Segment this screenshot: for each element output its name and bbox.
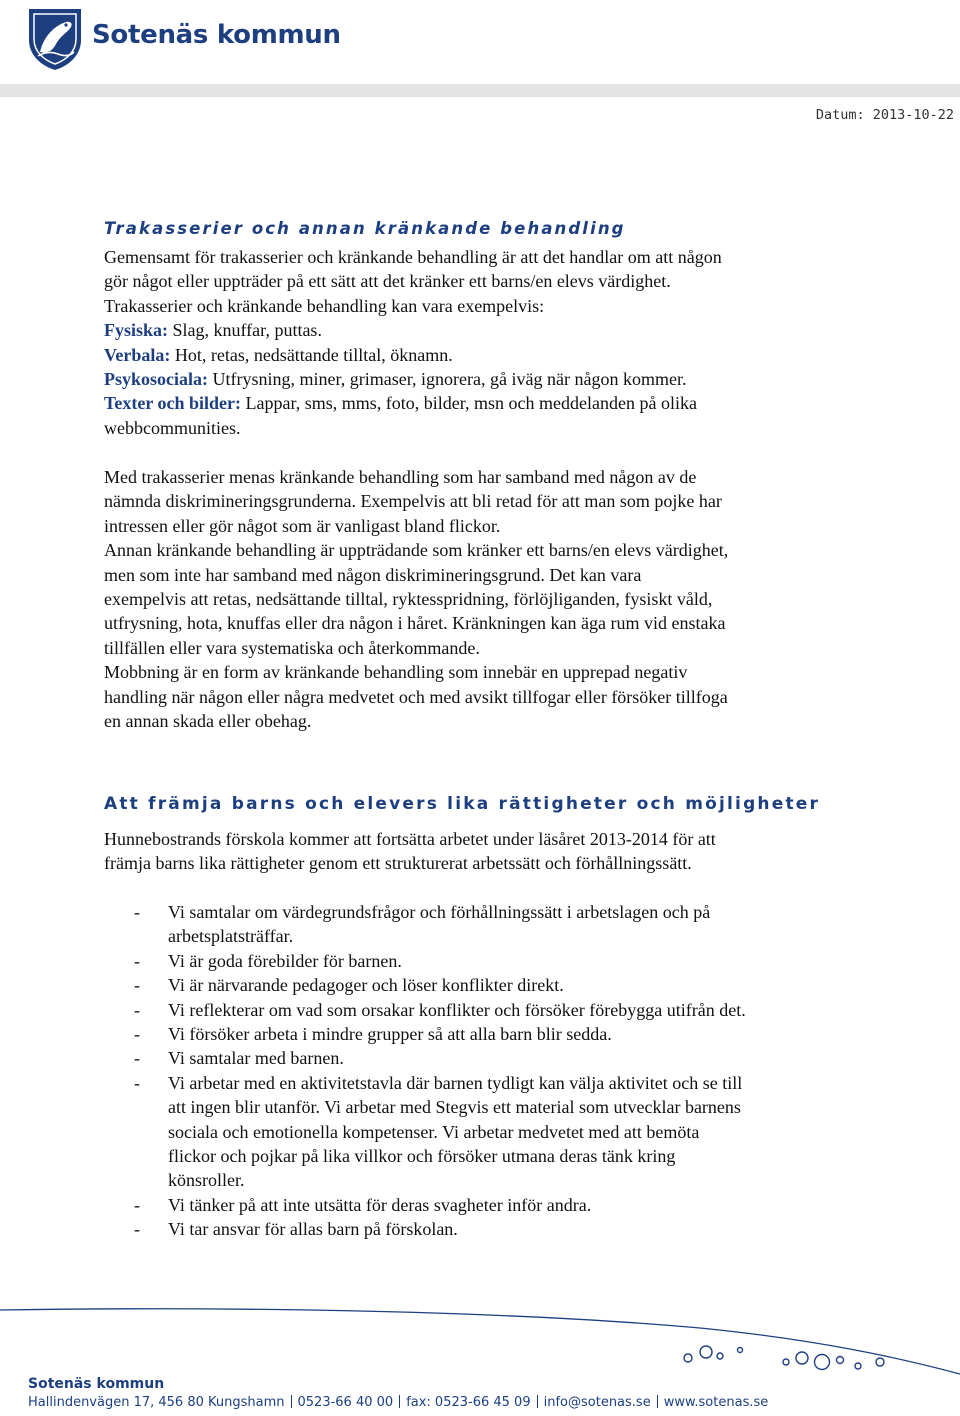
harassment-intro bbox=[104, 245, 722, 440]
example-verbal bbox=[104, 343, 722, 367]
bullet-marker: - bbox=[134, 1219, 140, 1240]
separator bbox=[291, 1395, 292, 1408]
section-heading-equal-rights: Att främja barns och elevers lika rättigheter och möjligheter bbox=[104, 794, 821, 814]
text-line: nämnda diskrimineringsgrunderna. Exempelvis att bli retad för att man som pojke har bbox=[104, 491, 722, 512]
document-date: Datum: 2013-10-22 bbox=[815, 107, 954, 123]
text-line: utfrysning, hota, knuffas eller dra någon i håret. Kränkningen kan äga rum vid enstaka bbox=[104, 613, 726, 634]
list-item bbox=[134, 1022, 746, 1046]
list-item-line: arbetsplatsträffar. bbox=[168, 926, 294, 947]
example-psychosocial bbox=[104, 367, 722, 391]
list-item-line: Vi arbetar med en aktivitetstavla där barnen tydligt kan välja aktivitet och se till bbox=[168, 1072, 743, 1093]
list-item-line: Vi samtalar med barnen. bbox=[168, 1048, 344, 1069]
list-item-line: Vi tar ansvar för allas barn på förskolan. bbox=[168, 1219, 458, 1240]
harassment-body bbox=[104, 465, 728, 733]
section-heading-harassment: Trakasserier och annan kränkande behandling bbox=[104, 219, 626, 238]
example-text: Utfrysning, miner, grimaser, ignorera, gå iväg när någon kommer. bbox=[208, 369, 687, 390]
shield-logo-icon bbox=[26, 6, 84, 72]
measures-list bbox=[134, 900, 746, 1242]
list-item-line: Vi tänker på att inte utsätta för deras svagheter inför andra. bbox=[168, 1194, 592, 1215]
example-text: Slag, knuffar, puttas. bbox=[168, 320, 322, 341]
footer-fax: fax: 0523-66 45 09 bbox=[406, 1395, 531, 1410]
text-line: Gemensamt för trakasserier och kränkande behandling är att det handlar om att någon bbox=[104, 247, 722, 267]
text-line: men som inte har samband med någon diskrimineringsgrund. Det kan vara bbox=[104, 564, 642, 585]
text-line: Hunnebostrands förskola kommer att fortsätta arbetet under läsåret 2013-2014 för att bbox=[104, 829, 716, 849]
text-line: intressen eller gör något som är vanligast bland flickor. bbox=[104, 515, 501, 536]
text-line: Med trakasserier menas kränkande behandling som har samband med någon av de bbox=[104, 467, 697, 487]
example-texts-images bbox=[104, 391, 722, 415]
text-line: webbcommunities. bbox=[104, 417, 241, 438]
text-line: Trakasserier och kränkande behandling kan vara exempelvis: bbox=[104, 295, 545, 316]
text-line: Mobbning är en form av kränkande behandling som innebär en upprepad negativ bbox=[104, 662, 688, 683]
list-item-line: Vi samtalar om värdegrundsfrågor och förhållningssätt i arbetslagen och på bbox=[168, 902, 711, 922]
list-item-line: Vi är goda förebilder för barnen. bbox=[168, 950, 402, 971]
list-item bbox=[134, 973, 746, 997]
bullet-marker: - bbox=[134, 902, 140, 922]
list-item bbox=[134, 900, 746, 949]
text-line: handling när någon eller några medvetet och med avsikt tillfogar eller försöker tillfoga bbox=[104, 686, 728, 707]
example-label: Fysiska: bbox=[104, 320, 169, 341]
footer-address: Hallindenvägen 17, 456 80 Kungshamn bbox=[28, 1395, 285, 1410]
bullet-marker: - bbox=[134, 1194, 140, 1215]
text-line: tillfällen eller vara systematiska och återkommande. bbox=[104, 637, 480, 658]
list-item-line: Vi försöker arbeta i mindre grupper så att alla barn blir sedda. bbox=[168, 1024, 612, 1045]
bullet-marker: - bbox=[134, 999, 140, 1020]
list-item bbox=[134, 1217, 746, 1241]
example-text: Hot, retas, nedsättande tilltal, öknamn. bbox=[170, 344, 453, 365]
list-item-line: Vi reflekterar om vad som orsakar konflikter och försöker förebygga utifrån det. bbox=[168, 999, 746, 1020]
footer-email-link[interactable]: info@sotenas.se bbox=[543, 1395, 651, 1410]
list-item-line: flickor och pojkar på lika villkor och försöker utmana deras tänk kring bbox=[168, 1146, 676, 1167]
list-item bbox=[134, 1046, 746, 1070]
list-item-line: att ingen blir utanför. Vi arbetar med Stegvis ett material som utvecklar barnens bbox=[168, 1097, 741, 1118]
municipality-logo bbox=[26, 6, 356, 72]
list-item bbox=[134, 949, 746, 973]
bullet-marker: - bbox=[134, 1048, 140, 1069]
footer-phone: 0523-66 40 00 bbox=[297, 1395, 394, 1410]
text-line: exempelvis att retas, nedsättande tilltal, ryktesspridning, förlöjliganden, fysiskt våld, bbox=[104, 589, 713, 610]
list-item-line: Vi är närvarande pedagoger och löser konflikter direkt. bbox=[168, 975, 564, 996]
list-item-line: könsroller. bbox=[168, 1170, 245, 1191]
list-item bbox=[134, 1193, 746, 1217]
bullet-marker: - bbox=[134, 950, 140, 971]
list-item bbox=[134, 998, 746, 1022]
list-item-line: sociala och emotionella kompetenser. Vi arbetar medvetet med att bemöta bbox=[168, 1121, 700, 1142]
example-text: Lappar, sms, mms, foto, bilder, msn och meddelanden på olika bbox=[241, 393, 697, 414]
text-line: främja barns lika rättigheter genom ett strukturerat arbetssätt och förhållningssätt. bbox=[104, 853, 692, 874]
footer-org-name: Sotenäs kommun bbox=[28, 1376, 165, 1392]
footer-contact bbox=[28, 1395, 768, 1410]
footer-web-link[interactable]: www.sotenas.se bbox=[663, 1395, 769, 1410]
list-item bbox=[134, 1071, 746, 1193]
example-label: Verbala: bbox=[104, 344, 171, 365]
example-label: Psykosociala: bbox=[104, 369, 209, 390]
bullet-marker: - bbox=[134, 1072, 140, 1093]
equal-rights-intro bbox=[104, 827, 716, 876]
bullet-marker: - bbox=[134, 1024, 140, 1045]
text-line: gör något eller uppträder på ett sätt att det kränker ett barns/en elevs värdighet. bbox=[104, 271, 671, 292]
org-name: Sotenäs kommun bbox=[92, 20, 341, 50]
separator bbox=[399, 1395, 400, 1408]
separator bbox=[657, 1395, 658, 1408]
example-label: Texter och bilder: bbox=[104, 393, 241, 414]
example-physical bbox=[104, 318, 722, 342]
header-bar bbox=[0, 84, 960, 97]
bullet-marker: - bbox=[134, 975, 140, 996]
text-line: en annan skada eller obehag. bbox=[104, 711, 312, 732]
footer-wave-decoration bbox=[0, 1300, 960, 1380]
separator bbox=[537, 1395, 538, 1408]
text-line: Annan kränkande behandling är uppträdande som kränker ett barns/en elevs värdighet, bbox=[104, 540, 729, 561]
